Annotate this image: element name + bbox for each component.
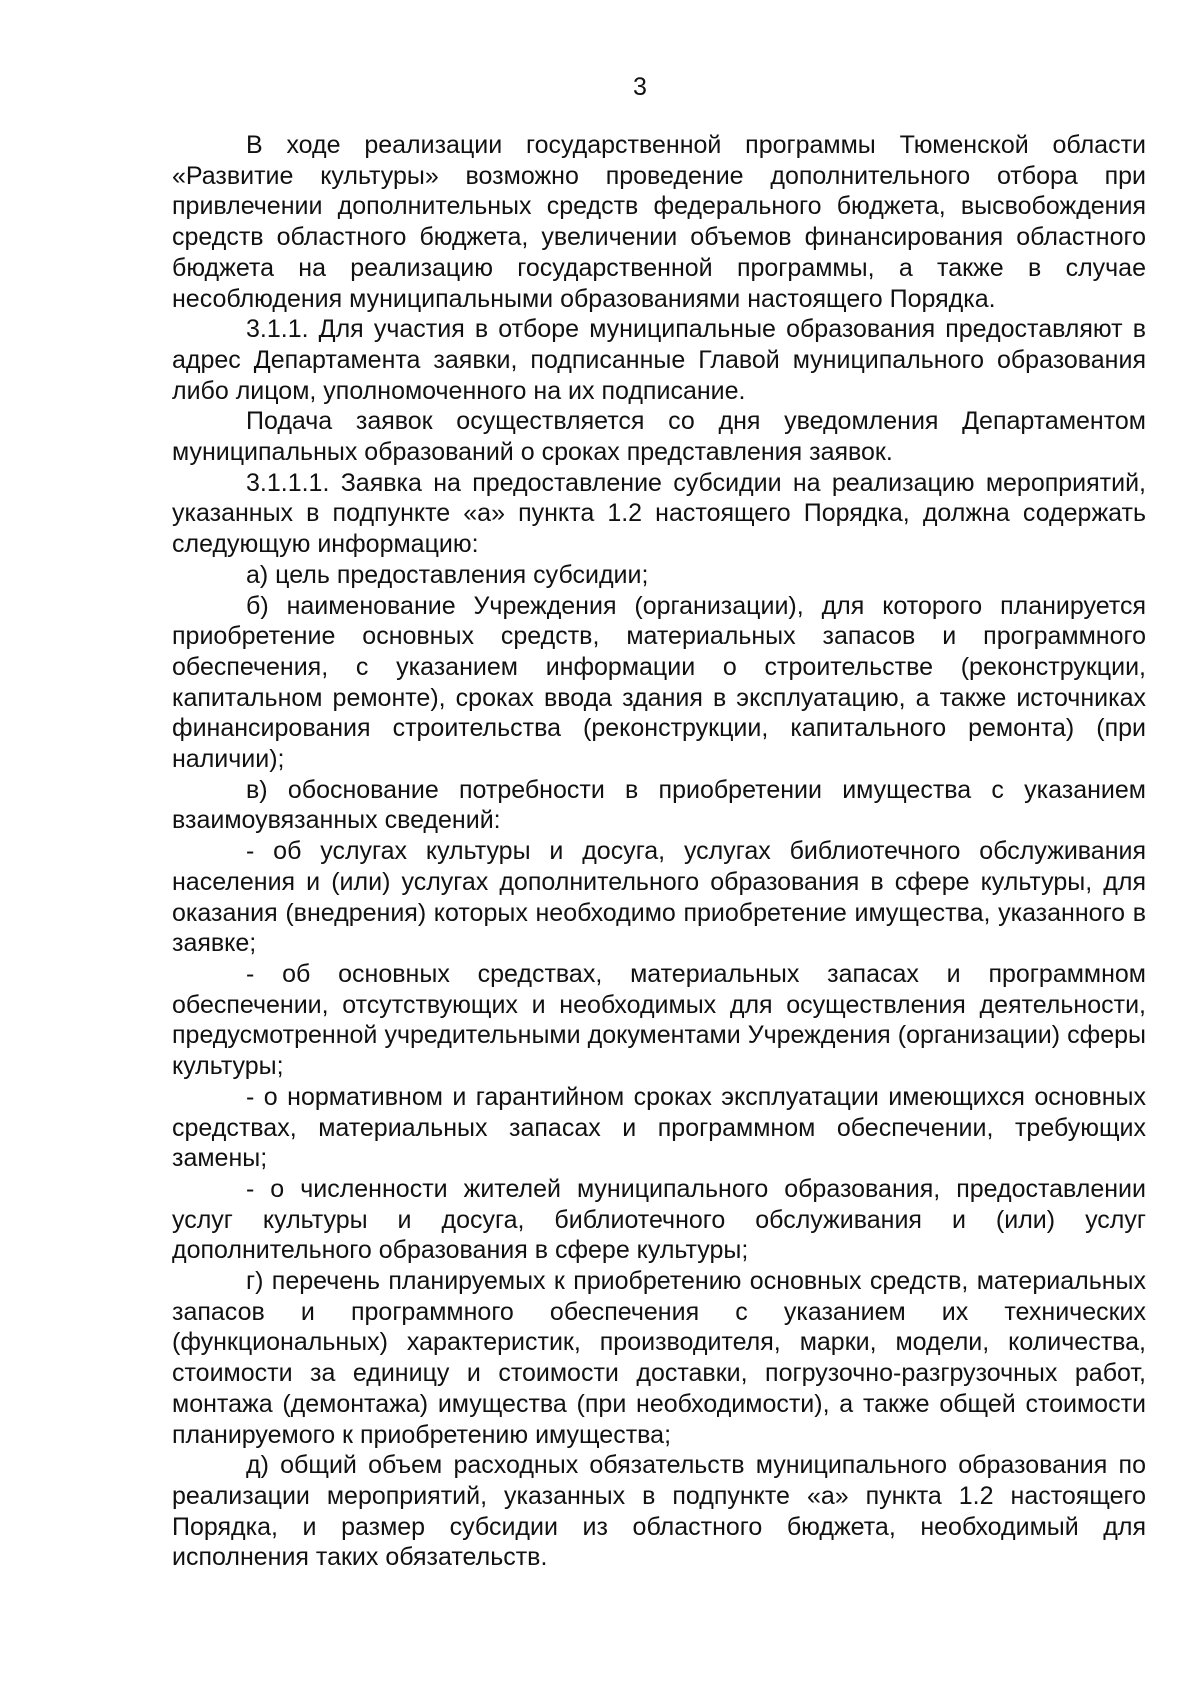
paragraph-application-submission: Подача заявок осуществляется со дня уведомления Департаментом муниципальных образований о сроках представления заявок.	[172, 407, 1146, 467]
page-number: 3	[633, 73, 647, 101]
paragraph-3-1-1: 3.1.1. Для участия в отборе муниципальные образования предоставляют в адрес Департамента заявки, подписанные Главой муниципального образования либо лицом, уполномоченного на их подписание.	[172, 315, 1146, 405]
list-item-v: в) обоснование потребности в приобретении имущества с указанием взаимоувязанных сведений:	[172, 775, 1146, 835]
document-body	[172, 130, 1146, 1573]
paragraph-additional-selection: В ходе реализации государственной программы Тюменской области «Развитие культуры» возможно проведение дополнительного отбора при привлечении дополнительных средств федерального бюджета, высвобождения средств областного бюджета, увеличении объемов финансирования областного бюджета на реализацию государственной программы, а также в случае несоблюдения муниципальными образованиями настоящего Порядка.	[172, 131, 1146, 313]
sub-item-services: - об услугах культуры и досуга, услугах библиотечного обслуживания населения и (или) услугах дополнительного образования в сфере культуры, для оказания (внедрения) которых необходимо приобретение имущества, указанного в заявке;	[172, 837, 1146, 958]
sub-item-service-life: - о нормативном и гарантийном сроках эксплуатации имеющихся основных средствах, материальных запасах и программном обеспечении, требующих замены;	[172, 1082, 1146, 1173]
list-item-g: г) перечень планируемых к приобретению основных средств, материальных запасов и программного обеспечения с указанием их технических (функциональных) характеристик, производителя, марки, модели, количества, стоимости за единицу и стоимости доставки, погрузочно-разгрузочных работ, монтажа (демонтажа) имущества (при необходимости), а также общей стоимости планируемого к приобретению имущества;	[172, 1267, 1146, 1449]
list-item-d: д) общий объем расходных обязательств муниципального образования по реализации мероприятий, указанных в подпункте «а» пункта 1.2 настоящего Порядка, и размер субсидии из областного бюджета, необходимый для исполнения таких обязательств.	[172, 1451, 1146, 1572]
paragraph-3-1-1-1: 3.1.1.1. Заявка на предоставление субсидии на реализацию мероприятий, указанных в подпункте «а» пункта 1.2 настоящего Порядка, должна содержать следующую информацию:	[172, 468, 1146, 559]
list-item-a: а) цель предоставления субсидии;	[246, 560, 649, 589]
sub-item-population: - о численности жителей муниципального образования, предоставлении услуг культуры и досуга, библиотечного обслуживания и (или) услуг дополнительного образования в сфере культуры;	[172, 1174, 1146, 1265]
list-item-b: б) наименование Учреждения (организации), для которого планируется приобретение основных средств, материальных запасов и программного обеспечения, с указанием информации о строительстве (реконструкции, капитальном ремонте), сроках ввода здания в эксплуатацию, а также источниках финансирования строительства (реконструкции, капитального ремонта) (при наличии);	[172, 591, 1146, 774]
sub-item-fixed-assets: - об основных средствах, материальных запасах и программном обеспечении, отсутствующих и необходимых для осуществления деятельности, предусмотренной учредительными документами Учреждения (организации) сферы культуры;	[172, 959, 1146, 1081]
